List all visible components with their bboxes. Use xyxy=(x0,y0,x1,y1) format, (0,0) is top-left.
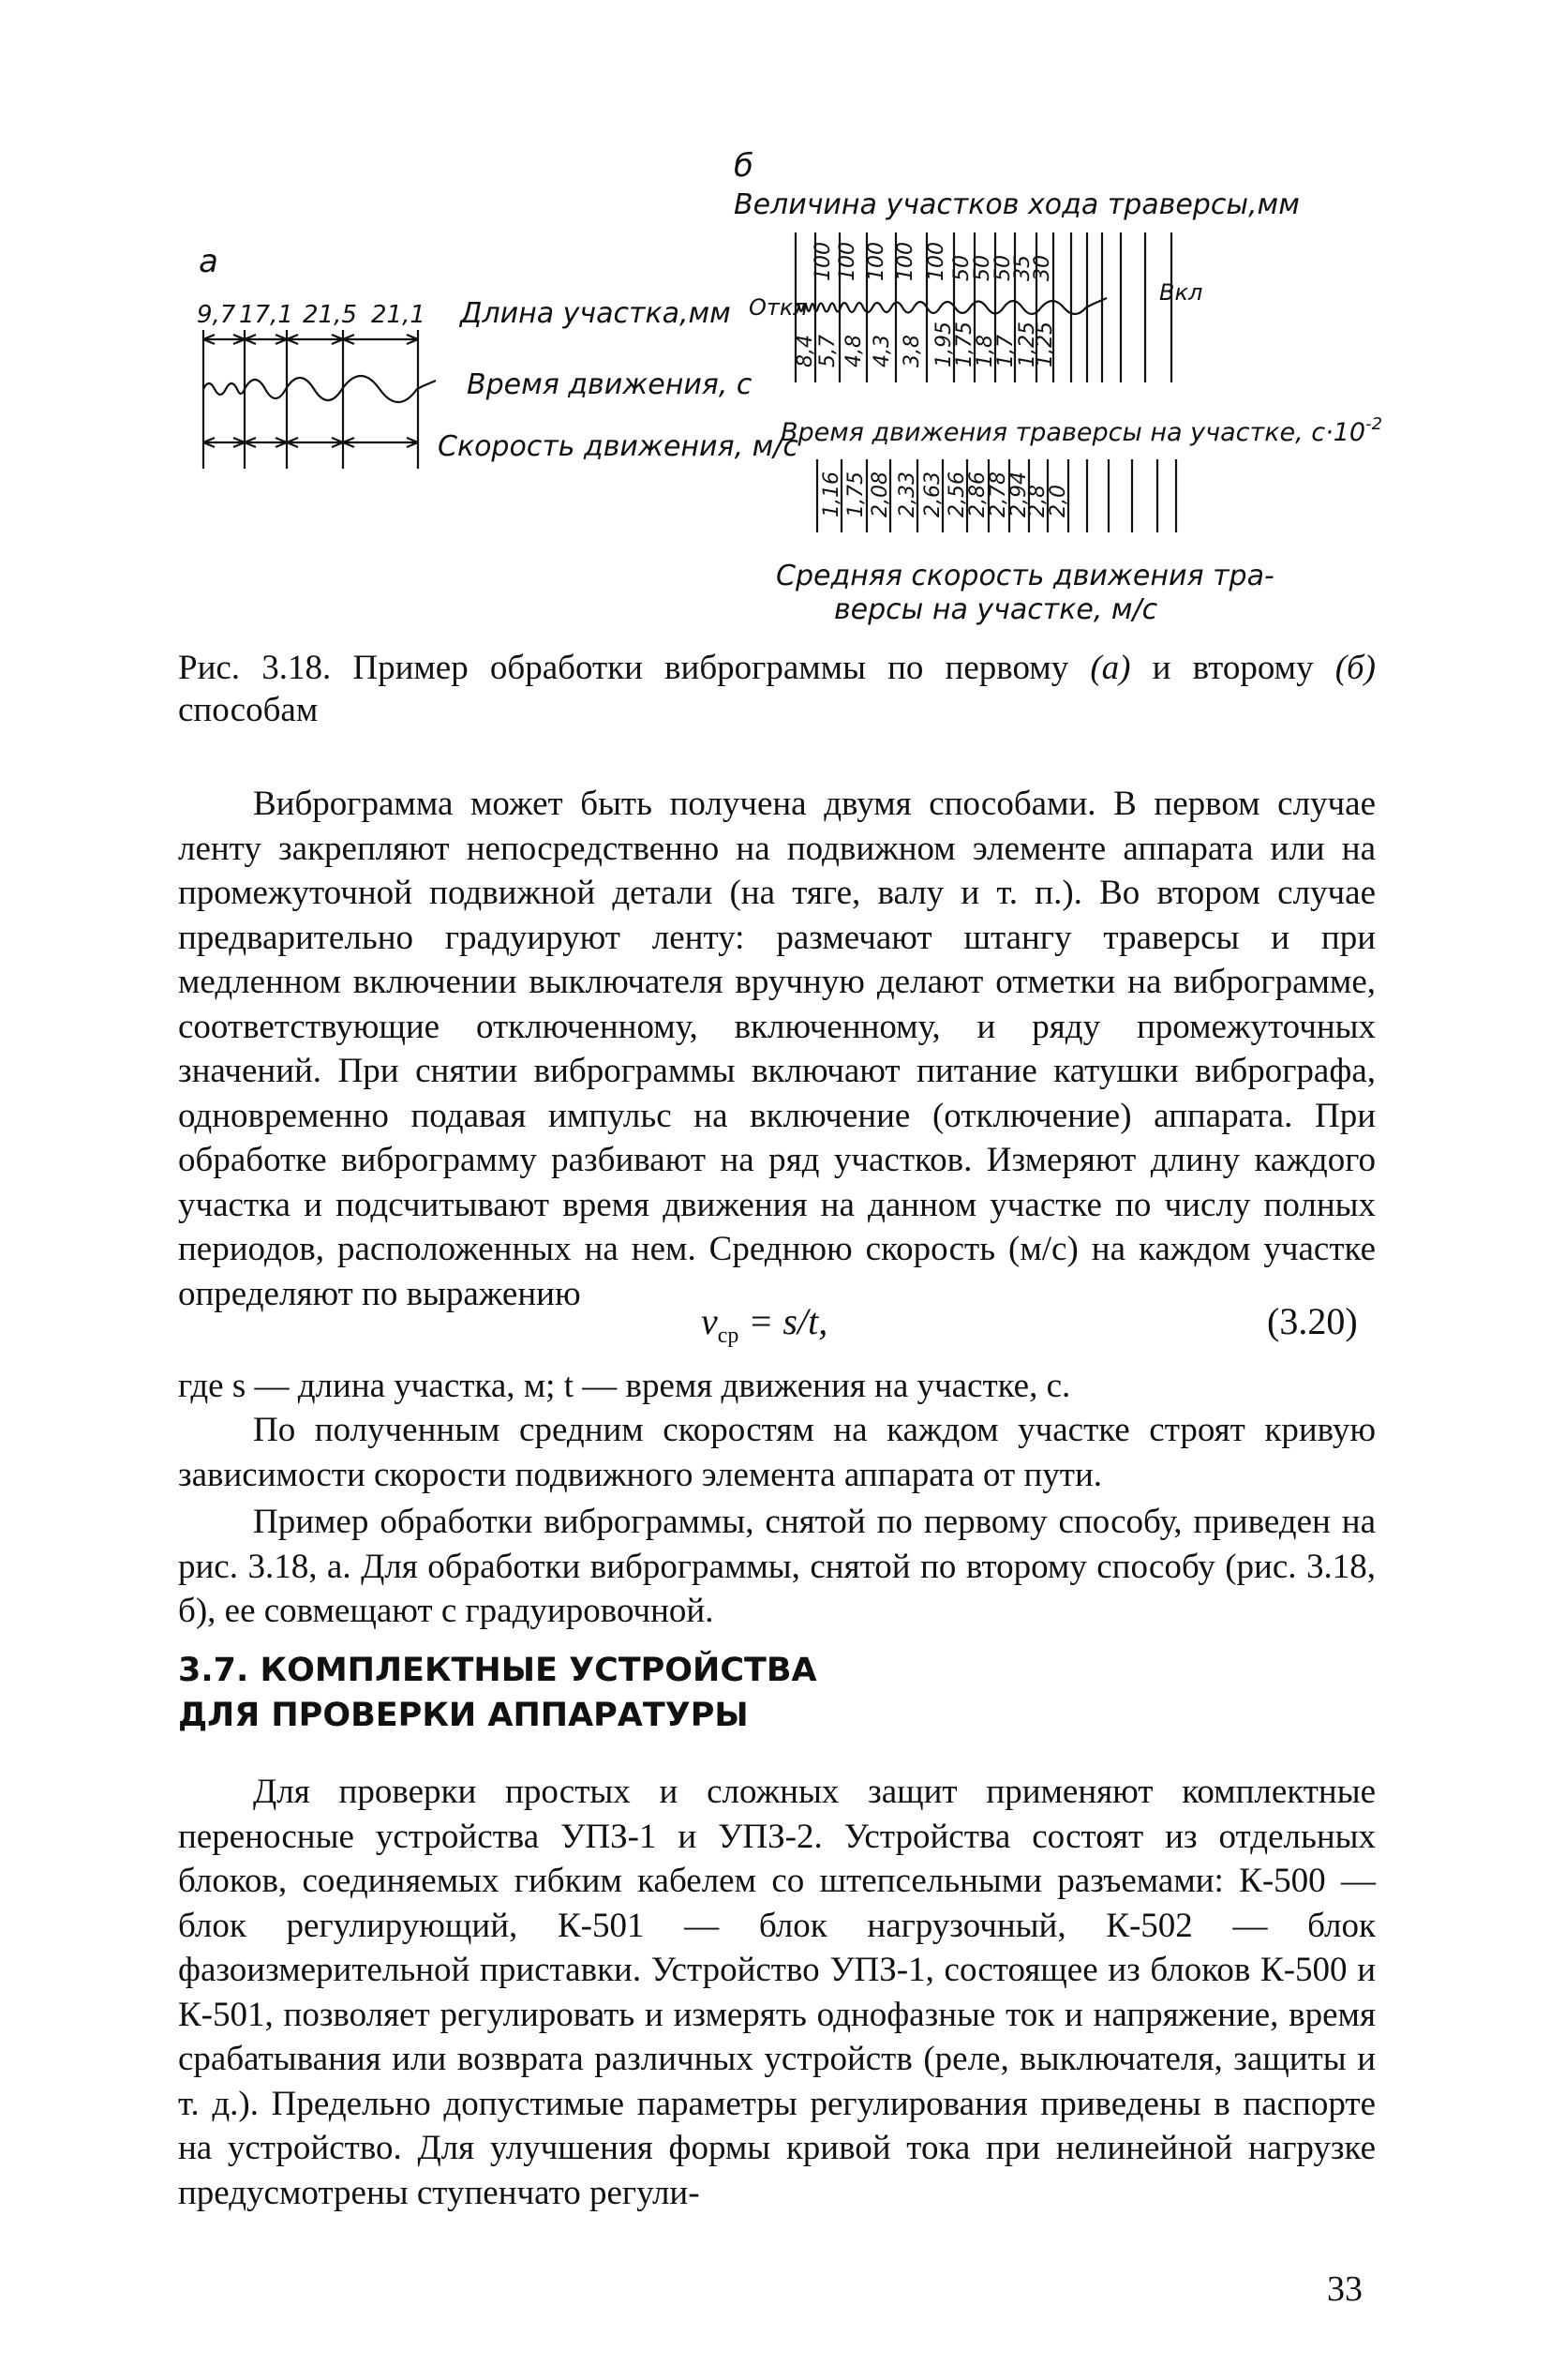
caption-mid: и второму xyxy=(1130,649,1335,687)
where-text: где s — длина участка, м; t — время движения на участке, с. xyxy=(178,1367,1071,1405)
b-time-value: 1,25 xyxy=(1034,322,1057,367)
paragraph-text: Для проверки простых и сложных защит применяют комплектные переносные устройства УПЗ-1 и УПЗ-2. Устройства состоят из отдельных блоков, соединяемых гибким кабелем со штепсельными разъемами: К-500 — блок регулирующий, К-501 — блок нагрузочный, К-502 — блок фазоизмерительной приставки. Устройство УПЗ-1, состоящее из блоков К-500 и К-501, позволяет регулировать и измерять однофазные ток и напряжение, время срабатывания или возврата различных устройств (реле, выключателя, защиты и т. д.). Предельно допустимые параметры регулирования приведены в паспорте на устройство. Для улучшения формы кривой тока при нелинейной нагрузке предусмотрены ступенчато регули- xyxy=(178,1773,1376,2212)
b-time-value: 1,25 xyxy=(1016,322,1039,367)
formula-number: (3.20) xyxy=(1267,1300,1358,1342)
caption-b: (б) xyxy=(1334,649,1376,687)
caption-a: (а) xyxy=(1090,649,1131,687)
b-time-value: 4,8 xyxy=(842,335,866,367)
b-time-value: 1,95 xyxy=(932,322,956,367)
paragraph-text: Виброграмма может быть получена двумя способами. В первом случае ленту закрепляют непосредственно на подвижном элементе аппарата или на промежуточной подвижной детали (на тяге, валу и т. п.). Во втором случае предварительно градуируют ленту: размечают штангу траверсы и при медленном включении выключателя вручную делают отметки на виброграмме, соответствующие отключенному, включенному, и ряду промежуточных значений. При снятии виброграммы включают питание катушки вибрографа, одновременно подавая импульс на включение (отключение) аппарата. При обработке виброграмму разбивают на ряд участков. Измеряют длину каждого участка и подсчитывают время движения на данном участке по числу полных периодов, расположенных на нем. Среднюю скорость (м/с) на каждом участке определяют по выражению xyxy=(178,785,1376,1313)
b-speed-value: 2,78 xyxy=(987,472,1010,517)
a-label-speed: Скорость движения, м/с xyxy=(438,430,798,463)
a-value: 21,5 xyxy=(303,301,357,329)
caption-prefix: Рис. 3.18. Пример обработки виброграммы по первому xyxy=(178,649,1091,687)
b-speed-value: 1,75 xyxy=(844,472,868,517)
b-speed-value: 1,16 xyxy=(820,472,843,517)
fig-label-b: б xyxy=(734,147,753,185)
b-time-label: Время движения траверсы на участке, $с\cdot 10^{-2}$ xyxy=(781,414,1383,447)
formula-rest: = s/t, xyxy=(738,1300,828,1342)
a-value: 21,1 xyxy=(371,301,425,329)
figure-3-18 xyxy=(0,0,1550,637)
b-speed-value: 2,56 xyxy=(946,472,969,517)
b-time-value: 5,7 xyxy=(816,335,840,367)
b-speed-value: 2,8 xyxy=(1026,485,1050,517)
b-length-value: 50 xyxy=(991,255,1015,281)
a-values xyxy=(197,301,425,329)
section-heading xyxy=(178,1648,817,1738)
formula-v: v xyxy=(701,1300,718,1342)
b-speed-value: 2,33 xyxy=(896,472,919,517)
b-wave xyxy=(796,298,1107,314)
body-paragraph-1 xyxy=(178,782,1376,1316)
a-label-time: Время движения, с xyxy=(467,368,753,401)
b-times xyxy=(794,322,1057,367)
b-speed-label-2: версы на участке, м/с xyxy=(834,593,1158,626)
b-length-value: 100 xyxy=(925,242,948,281)
body-paragraph-4 xyxy=(178,1770,1376,2215)
b-length-value: 100 xyxy=(894,242,917,281)
b-length-value: 35 xyxy=(1011,255,1035,281)
section-heading-line-1: 3.7. КОМПЛЕКТНЫЕ УСТРОЙСТВА xyxy=(178,1652,817,1689)
paragraph-text: По полученным средним скоростям на каждом участке строят кривую зависимости скорости подвижного элемента аппарата от пути. xyxy=(178,1411,1376,1494)
b-off-label: Откл xyxy=(749,294,808,321)
a-value: 17,1 xyxy=(239,301,293,329)
formula-sub: ср xyxy=(717,1324,739,1348)
b-lengths xyxy=(812,242,1054,281)
b-length-value: 100 xyxy=(865,242,888,281)
b-time-value: 4,3 xyxy=(871,335,894,367)
b-on-label: Вкл xyxy=(1159,279,1203,306)
b-time-value: 3,8 xyxy=(901,335,924,367)
b-speed-value: 2,86 xyxy=(966,472,990,517)
figure-caption xyxy=(178,647,1376,731)
b-time-value: 1,75 xyxy=(953,322,976,367)
page-number: 33 xyxy=(1327,2269,1363,2309)
paragraph-text: Пример обработки виброграммы, снятой по первому способу, приведен на рис. 3.18, а. Для обработки виброграммы, снятой по второму способу (рис. 3.18, б), ее совмещают с градуировочной. xyxy=(178,1503,1376,1630)
b-speed-value: 2,08 xyxy=(869,472,892,517)
b-length-value: 30 xyxy=(1031,255,1054,281)
body-paragraph-3 xyxy=(178,1500,1376,1634)
b-length-value: 50 xyxy=(971,255,994,281)
section-heading-line-2: ДЛЯ ПРОВЕРКИ АППАРАТУРЫ xyxy=(178,1697,749,1734)
formula xyxy=(701,1299,827,1349)
a-diagram xyxy=(203,330,436,469)
b-length-value: 100 xyxy=(812,242,835,281)
caption-suffix: способам xyxy=(178,691,319,729)
figure-svg xyxy=(0,0,1550,637)
a-wave xyxy=(203,376,436,402)
b-speed-value: 2,94 xyxy=(1007,472,1031,517)
where-line xyxy=(178,1364,1376,1409)
b-speeds xyxy=(820,472,1070,517)
body-paragraph-2 xyxy=(178,1408,1376,1497)
b-speed-label-1: Средняя скорость движения тра- xyxy=(776,560,1274,592)
b-time-value: 8,4 xyxy=(794,335,817,367)
b-time-value: 1,7 xyxy=(994,335,1018,367)
b-length-value: 100 xyxy=(836,242,859,281)
b-time-value: 1,8 xyxy=(974,335,997,367)
b-speed-value: 2,0 xyxy=(1047,485,1070,517)
a-label-length: Длина участка,мм xyxy=(460,297,731,330)
a-value: 9,7 xyxy=(197,301,236,329)
b-length-value: 50 xyxy=(950,255,974,281)
b-title: Величина участков хода траверсы,мм xyxy=(734,188,1300,221)
b-speed-value: 2,63 xyxy=(921,472,945,517)
fig-label-a: а xyxy=(199,243,218,280)
